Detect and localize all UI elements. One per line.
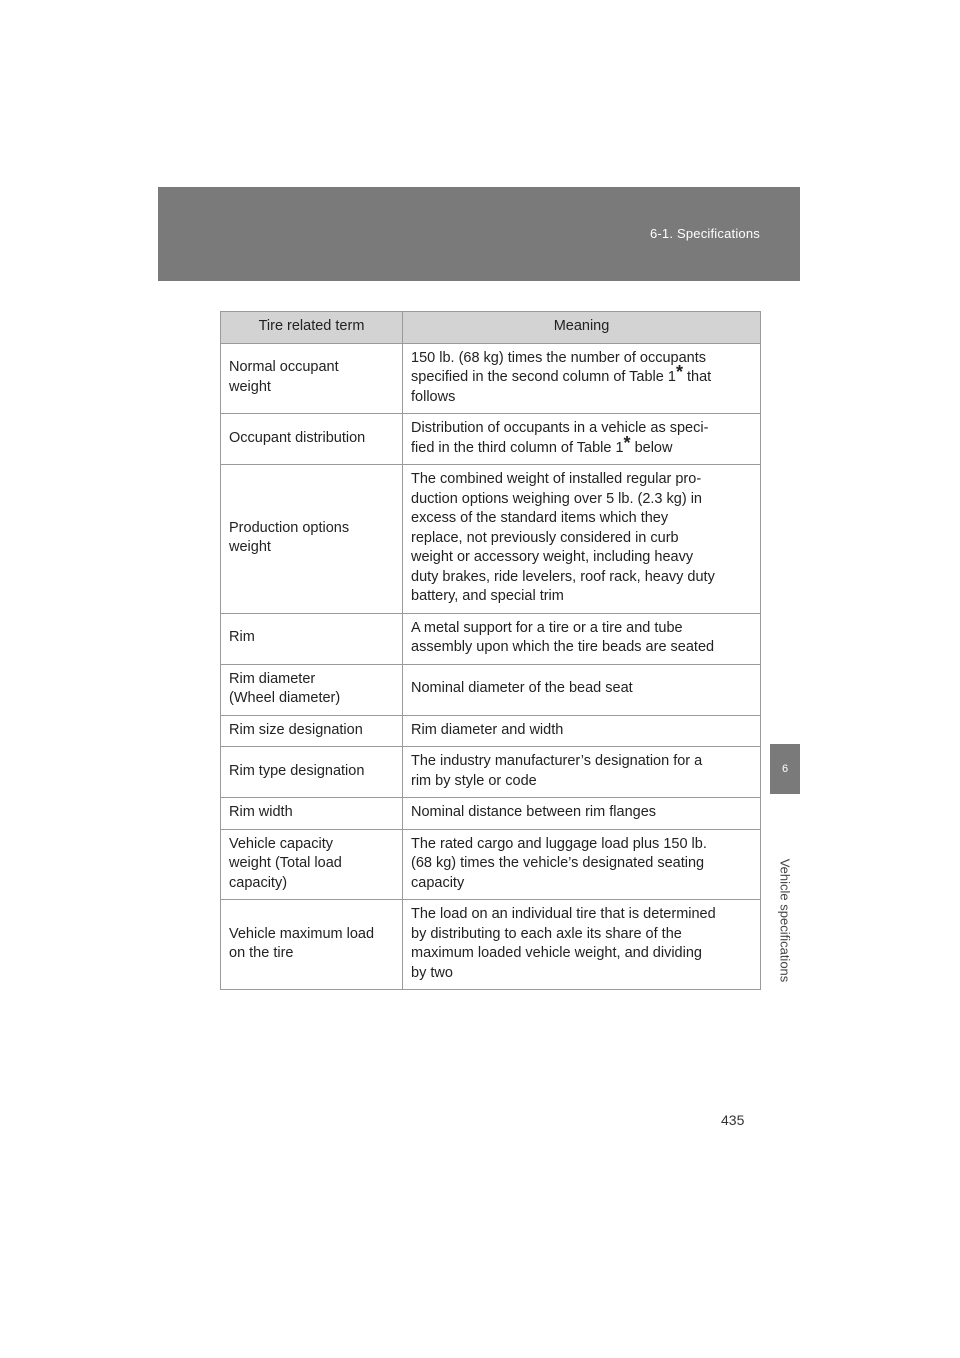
term-cell [221,900,403,990]
meaning-text: The industry manufacturer’s designation for a rim by style or code [411,753,703,789]
meaning-cell [403,414,761,465]
meaning-cell [403,829,761,900]
term-text: Rim [229,629,255,646]
term-cell [221,465,403,614]
term-text: Rim type designation [229,762,365,779]
table-row [221,900,761,990]
footnote-asterisk: * [675,362,683,382]
table-body [221,343,761,990]
header-band [158,187,800,281]
meaning-text-continued: that follows [411,369,712,405]
term-text: Occupant distribution [229,429,366,446]
tire-terms-table [220,311,761,990]
term-text: Normal occupant weight [229,359,339,395]
meaning-cell [403,613,761,664]
table-row [221,465,761,614]
term-cell [221,798,403,830]
meaning-cell [403,747,761,798]
meaning-text: The rated cargo and luggage load plus 150 lb. (68 kg) times the vehicle’s designated seating capacity [411,835,707,891]
term-text: Vehicle capacity weight (Total load capacity) [229,835,342,891]
table-row [221,829,761,900]
chapter-number: 6 [781,763,789,775]
term-cell [221,715,403,747]
page-number: 435 [721,1112,745,1128]
term-cell [221,343,403,414]
term-cell [221,829,403,900]
table-row [221,414,761,465]
meaning-cell [403,343,761,414]
table-header-row [221,312,761,344]
meaning-text: Rim diameter and width [411,721,564,738]
term-text: Rim width [229,804,293,820]
table-row [221,747,761,798]
meaning-cell [403,715,761,747]
meaning-text: The combined weight of installed regular pro- duction options weighing over 5 lb. (2.3 kg) in excess of the standard items which they replace, not previously considered in curb weight or accessory weight, including heavy duty brakes, ride levelers, roof rack, heavy duty battery, and special trim [411,471,715,604]
meaning-text: 150 lb. (68 kg) times the number of occupants specified in the second column of Table 1 [411,349,706,385]
meaning-text: A metal support for a tire or a tire and tube assembly upon which the tire beads are seated [411,619,715,655]
term-text: Vehicle maximum load on the tire [229,925,375,961]
term-text: Rim diameter (Wheel diameter) [229,670,341,706]
meaning-cell [403,664,761,715]
term-cell [221,613,403,664]
footnote-asterisk: * [623,432,631,453]
term-cell [221,414,403,465]
meaning-text: Distribution of occupants in a vehicle as speci- fied in the third column of Table 1 [411,420,709,456]
meaning-cell [403,900,761,990]
section-label: 6-1. Specifications [649,226,760,241]
meaning-text: Nominal diameter of the bead seat [411,680,633,697]
meaning-cell [403,798,761,830]
table-row [221,664,761,715]
term-text: Rim size designation [229,721,363,738]
table-row [221,613,761,664]
term-cell [221,747,403,798]
table-row [221,715,761,747]
meaning-cell [403,465,761,614]
meaning-text: The load on an individual tire that is determined by distributing to each axle its share of the maximum loaded vehicle weight, and dividing by two [411,906,716,981]
column-header-term: Tire related term [221,312,403,344]
column-header-meaning: Meaning [403,312,761,344]
meaning-text: Nominal distance between rim flanges [411,804,657,820]
term-text: Production options weight [229,519,350,556]
meaning-text-continued: below [630,439,673,456]
term-cell [221,664,403,715]
chapter-title: Vehicle specifications [777,858,793,983]
chapter-title-box [770,794,800,1047]
table-row [221,343,761,414]
table-row [221,798,761,830]
chapter-side-tab[interactable] [770,744,800,1047]
